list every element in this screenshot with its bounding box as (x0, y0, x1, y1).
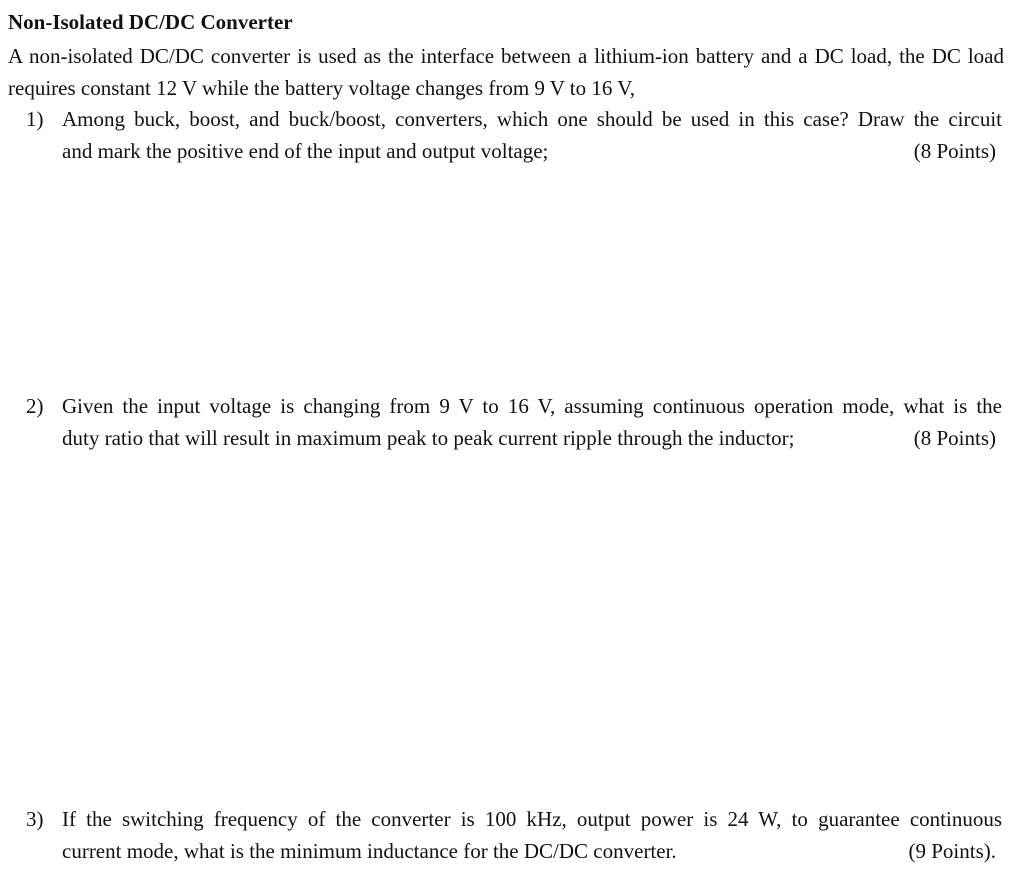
question-text-line-1: If the switching frequency of the converter is 100 kHz, output power is 24 W, to guarantee continuous (62, 807, 1002, 831)
document-title: Non-Isolated DC/DC Converter (8, 10, 293, 34)
question-text-line-2: duty ratio that will result in maximum peak to peak current ripple through the inductor; (62, 426, 795, 450)
question-number: 1) (26, 107, 44, 131)
question-text-line-2: current mode, what is the minimum inductance for the DC/DC converter. (62, 839, 677, 863)
question-text-line-1: Among buck, boost, and buck/boost, converters, which one should be used in this case? Draw the circuit (62, 107, 1002, 131)
question-3 (26, 803, 1002, 867)
question-points: (9 Points). (908, 839, 996, 863)
question-points: (8 Points) (913, 139, 996, 163)
question-1 (26, 103, 1002, 167)
question-text-line-1: Given the input voltage is changing from 9 V to 16 V, assuming continuous operation mode, what is the (62, 394, 1002, 418)
problem-statement: A non-isolated DC/DC converter is used as the interface between a lithium-ion battery and a DC load, the DC load requires constant 12 V while the battery voltage changes from 9 V to 16 V, (8, 44, 1004, 100)
question-2 (26, 390, 1002, 454)
question-text-line-2: and mark the positive end of the input and output voltage; (62, 139, 549, 163)
question-number: 2) (26, 394, 44, 418)
question-points: (8 Points) (913, 426, 996, 450)
question-number: 3) (26, 807, 44, 831)
